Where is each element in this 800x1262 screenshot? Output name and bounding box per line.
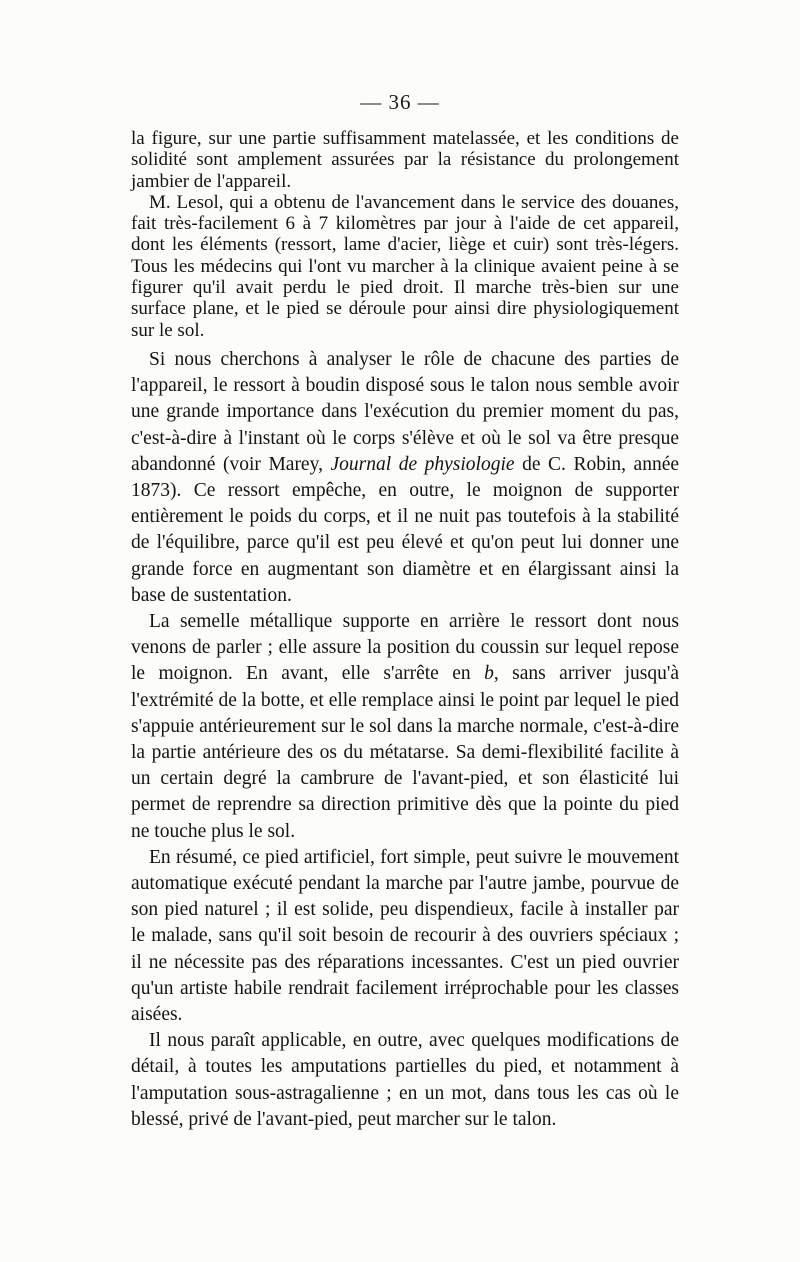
paragraph-3-text-end: de C. Robin, année 1873). Ce ressort empêche, en outre, le moignon de supporter entièrement le poids du corps, et il ne nuit pas toutefois à la stabilité de l'équilibre, parce qu'il est peu élevé et qu'on peut lui donner une grande force en augmentant son diamètre et en élargissant ainsi la base de sustentation. xyxy=(131,453,680,606)
paragraph-3-text-start: Si nous cherchons à analyser le rôle de chacune des parties de l'appareil, le ressort à boudin disposé sous le talon nous semble avoir une grande importance dans l'exécution du premier moment du pas, c'est-à-dire à l'instant où le corps s'élève et où le sol va être presque abandonné (voir Marey, xyxy=(131,348,679,475)
paragraph-5: En résumé, ce pied artificiel, fort simple, peut suivre le mouvement automatique exécuté pendant la marche par l'autre jambe, pourvue de son pied naturel ; il est solide, peu dispendieux, facile à installer par le malade, sans qu'il soit besoin de recourir à des ouvriers spéciaux ; il ne nécessite pas des réparations incessantes. C'est un pied ouvrier qu'un artiste habile rendrait facilement irréprochable pour les classes aisées. xyxy=(131,846,679,1026)
paragraph-2: M. Lesol, qui a obtenu de l'avancement dans le service des douanes, fait très-facilement 6 à 7 kilomètres par jour à l'aide de cet appareil, dont les éléments (ressort, lame d'acier, liège et cuir) sont très-légers. Tous les médecins qui l'ont vu marcher à la clinique avaient peine à se figurer qu'il avait perdu le pied droit. Il marche très-bien sur une surface plane, et le pied se déroule pour ainsi dire physiologiquement sur le sol. xyxy=(131,191,679,341)
page-number: — 36 — xyxy=(360,90,440,114)
paragraph-6: Il nous paraît applicable, en outre, avec quelques modifications de détail, à toutes les amputations partielles du pied, et notamment à l'amputation sous-astragalienne ; en un mot, dans tous les cas où le blessé, privé de l'avant-pied, peut marcher sur le talon. xyxy=(131,1030,679,1130)
paragraph-3 xyxy=(131,347,679,609)
paragraph-1: la figure, sur une partie suffisamment matelassée, et les conditions de solidité sont amplement assurées par la résistance du prolongement jambier de l'appareil. xyxy=(131,128,679,192)
paragraph-4-text-end: , sans arriver jusqu'à l'extrémité de la botte, et elle remplace ainsi le point par lequel le pied s'appuie antérieurement sur le sol dans la marche normale, c'est-à-dire la partie antérieure des os du métatarse. Sa demi-flexibilité facilite à un certain degré la cambrure de l'avant-pied, et son élasticité lui permet de reprendre sa direction primitive dès que la pointe du pied ne touche plus le sol. xyxy=(131,663,679,842)
journal-title: Journal de physiologie xyxy=(330,453,515,475)
body-text xyxy=(131,128,679,1133)
paragraph-4-text-start: La semelle métallique supporte en arrière le ressort dont nous venons de parler ; elle assure la position du coussin sur lequel repose le moignon. En avant, elle s'arrête en xyxy=(131,611,679,685)
figure-letter-b: b xyxy=(484,663,494,685)
paragraph-4 xyxy=(131,609,679,845)
